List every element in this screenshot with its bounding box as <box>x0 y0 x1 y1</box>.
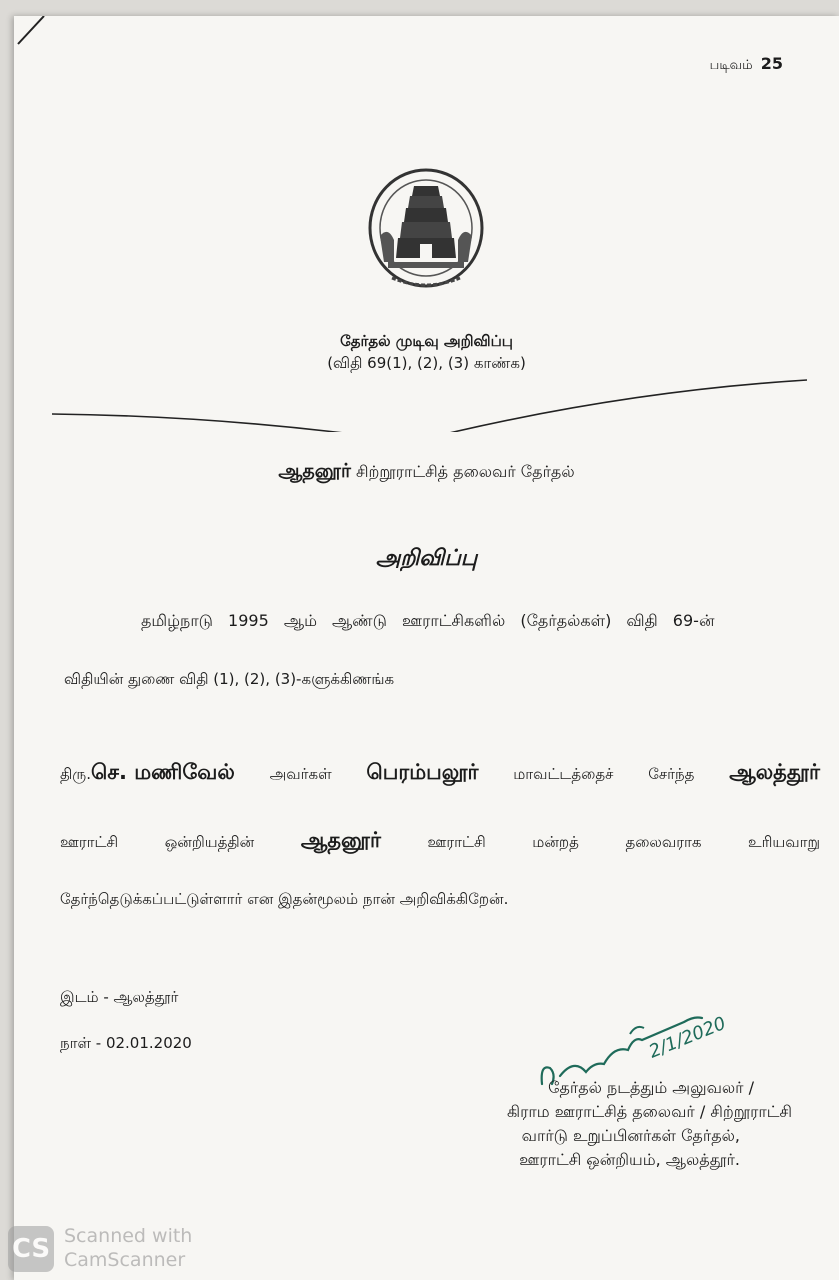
place-field: இடம் - ஆலத்தூர் <box>60 988 179 1006</box>
camscanner-logo-icon: CS <box>8 1226 54 1272</box>
honorific: திரு. <box>60 765 91 783</box>
declaration-line-2 <box>60 828 820 855</box>
union-name: ஆலத்தூர் <box>729 760 820 784</box>
notice-paragraph-line-1: தமிழ்நாடு 1995 ஆம் ஆண்டு ஊராட்சிகளில் (தேர்தல்கள்) விதி 69-ன் <box>141 611 715 630</box>
word: ஊராட்சி <box>427 833 486 851</box>
camscanner-watermark <box>8 1220 238 1280</box>
signatory-line-4: ஊராட்சி ஒன்றியம், ஆலத்தூர். <box>519 1150 740 1169</box>
notice-paragraph-line-2: விதியின் துணை விதி (1), (2), (3)-களுக்கிணங்க <box>64 670 395 688</box>
word: தலைவராக <box>625 833 702 851</box>
winner-name: செ. மணிவேல் <box>90 760 235 784</box>
form-number-value: 25 <box>760 54 783 73</box>
signature-date: 2/1/2020 <box>646 1012 729 1063</box>
form-number-label: படிவம் <box>709 58 753 73</box>
signatory-block <box>384 1076 804 1172</box>
signatory-line-1: தேர்தல் நடத்தும் அலுவலர் / <box>548 1078 754 1097</box>
declaration-line-1 <box>60 760 820 787</box>
camscanner-text <box>64 1224 192 1272</box>
date-field: நாள் - 02.01.2020 <box>60 1034 192 1052</box>
watermark-line-1: Scanned with <box>64 1225 193 1247</box>
watermark-line-2: CamScanner <box>64 1249 186 1271</box>
word: மாவட்டத்தைச் <box>513 765 614 783</box>
document-page <box>11 16 839 1280</box>
word: ஒன்றியத்தின் <box>164 833 255 851</box>
word: சேர்ந்த <box>648 765 695 783</box>
notice-title: அறிவிப்பு <box>375 546 478 571</box>
rule-reference: (விதி 69(1), (2), (3) காண்க) <box>327 354 526 372</box>
election-title <box>14 460 839 485</box>
word: மன்றத் <box>532 833 579 851</box>
fold-line <box>14 16 74 76</box>
village-name: ஆதனூர் <box>300 828 381 852</box>
separator-line <box>52 372 807 432</box>
word: அவர்கள் <box>269 765 332 783</box>
word: ஊராட்சி <box>60 833 119 851</box>
tamil-nadu-emblem-icon <box>358 166 494 296</box>
signatory-line-3: வார்டு உறுப்பினர்கள் தேர்தல், <box>521 1126 740 1145</box>
word: உரியவாறு <box>748 833 820 851</box>
winner <box>60 760 235 787</box>
election-village: ஆதனூர் <box>278 460 351 482</box>
district-name: பெரம்பலூர் <box>366 760 479 784</box>
form-number <box>710 54 783 74</box>
notice-heading: தேர்தல் முடிவு அறிவிப்பு <box>340 332 513 350</box>
declaration-line-3: தேர்ந்தெடுக்கப்பட்டுள்ளார் என இதன்மூலம் நான் அறிவிக்கிறேன். <box>60 890 509 908</box>
election-type: சிற்றூராட்சித் தலைவர் தேர்தல் <box>355 462 575 481</box>
signatory-line-2: கிராம ஊராட்சித் தலைவர் / சிற்றூராட்சி <box>507 1102 792 1121</box>
